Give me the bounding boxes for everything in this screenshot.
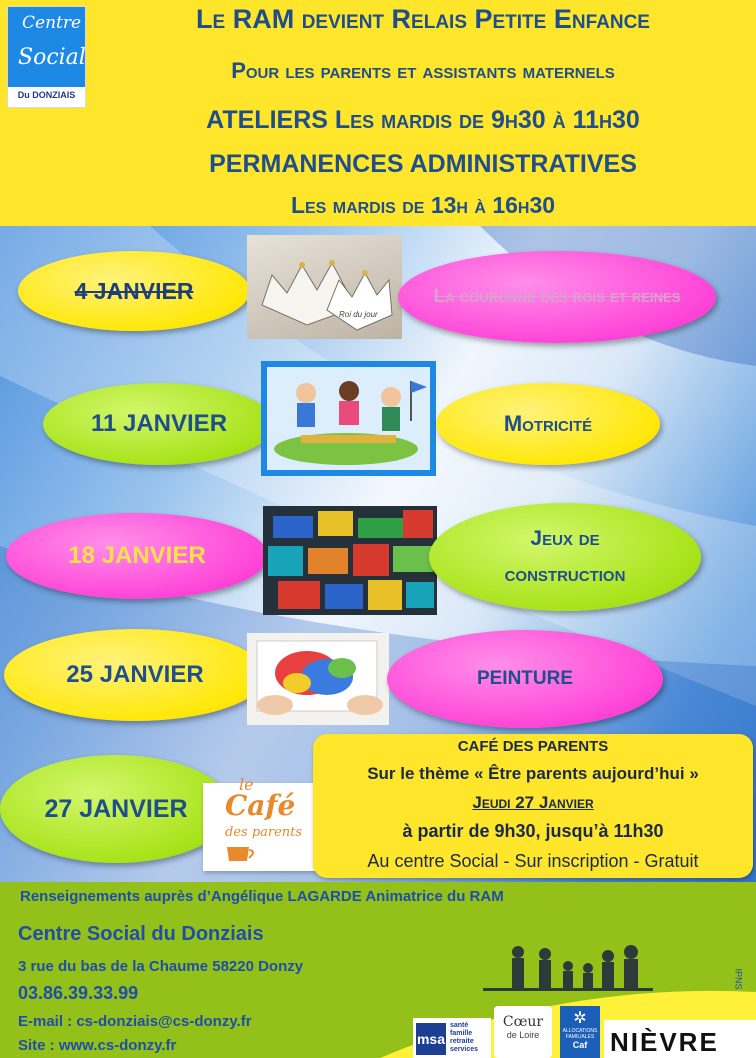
- centre-social-logo: [7, 6, 86, 108]
- cafe-info: Au centre Social - Sur inscription - Gratuit: [367, 851, 699, 871]
- crown-text: Roi du jour: [339, 310, 378, 319]
- activity-oval-jeux-construction: [429, 503, 701, 611]
- cafe-theme: Sur le thème « Être parents aujourd’hui »: [367, 764, 699, 783]
- caf-logo: ✲ ALLOCATIONS FAMILIALES Caf: [560, 1006, 600, 1058]
- permanences-time: Les mardis de 13h à 16h30: [290, 192, 556, 218]
- family-silhouette-icon: [483, 942, 653, 998]
- crown-icon: [247, 235, 402, 339]
- org-name: Centre Social du Donziais: [18, 923, 264, 945]
- page-subtitle: Pour les parents et assistants maternels: [231, 58, 615, 83]
- ipns-label: IPNS: [733, 968, 744, 990]
- activity-oval-peinture: PEINTURE: [387, 630, 663, 728]
- email[interactable]: E-mail : cs-donziais@cs-donzy.fr: [18, 1013, 252, 1030]
- cafe-logo-line3: des parents: [225, 825, 303, 840]
- cafe-time: à partir de 9h30, jusqu’à 11h30: [402, 821, 664, 841]
- cafe-logo-line2: Café: [225, 789, 296, 822]
- cafe-des-parents-box: [313, 734, 753, 878]
- coeur-line2: de Loire: [506, 1030, 540, 1040]
- caf-line3: Caf: [572, 1040, 588, 1050]
- address: 3 rue du bas de la Chaume 58220 Donzy: [18, 958, 304, 975]
- msa-line4: services: [450, 1046, 479, 1053]
- cafe-des-parents-logo: [203, 775, 327, 871]
- msa-line2: famille: [450, 1030, 473, 1037]
- activity-line2: construction: [504, 563, 626, 586]
- nievre-logo: NIÈVRE: [604, 1020, 756, 1058]
- date-oval-25-janvier: 25 JANVIER: [4, 629, 266, 721]
- crown-photo: [247, 235, 402, 339]
- peinture-photo: [247, 633, 389, 725]
- activity-oval-couronne: La couronne des rois et reines: [398, 251, 716, 343]
- caf-line2: FAMILIALES: [565, 1034, 595, 1040]
- page-title: Le RAM devient Relais Petite Enfance: [196, 4, 650, 34]
- bricks-icon: [263, 506, 437, 615]
- activity-line1: Jeux de: [530, 527, 600, 550]
- cafe-title: CAFÉ DES PARENTS: [457, 738, 609, 755]
- coeur-de-loire-logo: [494, 1006, 552, 1058]
- msa-line1: santé: [450, 1022, 469, 1029]
- cafe-date: Jeudi 27 Janvier: [472, 793, 594, 812]
- motricite-illustration: [261, 361, 436, 476]
- renseignements-text: Renseignements auprès d’Angélique LAGARDE Animatrice du RAM: [20, 888, 504, 905]
- construction-photo: [263, 506, 437, 615]
- coffee-cup-icon: [223, 843, 263, 867]
- msa-logo: msa santé famille retraite services: [413, 1018, 491, 1058]
- logo-subtitle: Du DONZIAIS: [17, 90, 76, 100]
- msa-line3: retraite: [450, 1038, 474, 1045]
- cafe-logo-line1: le: [239, 775, 254, 794]
- footer: [0, 882, 756, 1058]
- coeur-line1: Cœur: [502, 1014, 544, 1030]
- permanences-line: PERMANENCES ADMINISTRATIVES: [209, 150, 637, 178]
- paint-icon: [247, 633, 389, 725]
- date-oval-27-janvier: 27 JANVIER: [0, 755, 232, 863]
- logo-line1: Centre: [22, 13, 82, 33]
- activity-oval-motricite: Motricité: [436, 383, 660, 465]
- date-oval-4-janvier: 4 JANVIER: [18, 251, 250, 331]
- ateliers-line: ATELIERS Les mardis de 9h30 à 11h30: [206, 106, 640, 134]
- kids-icon: [261, 361, 436, 476]
- date-oval-11-janvier: 11 JANVIER: [43, 383, 275, 465]
- phone: 03.86.39.33.99: [18, 983, 139, 1003]
- caf-line1: ALLOCATIONS: [562, 1028, 598, 1034]
- logo-line2: Social: [18, 45, 86, 70]
- date-oval-18-janvier: 18 JANVIER: [6, 513, 268, 599]
- website[interactable]: Site : www.cs-donzy.fr: [18, 1037, 177, 1054]
